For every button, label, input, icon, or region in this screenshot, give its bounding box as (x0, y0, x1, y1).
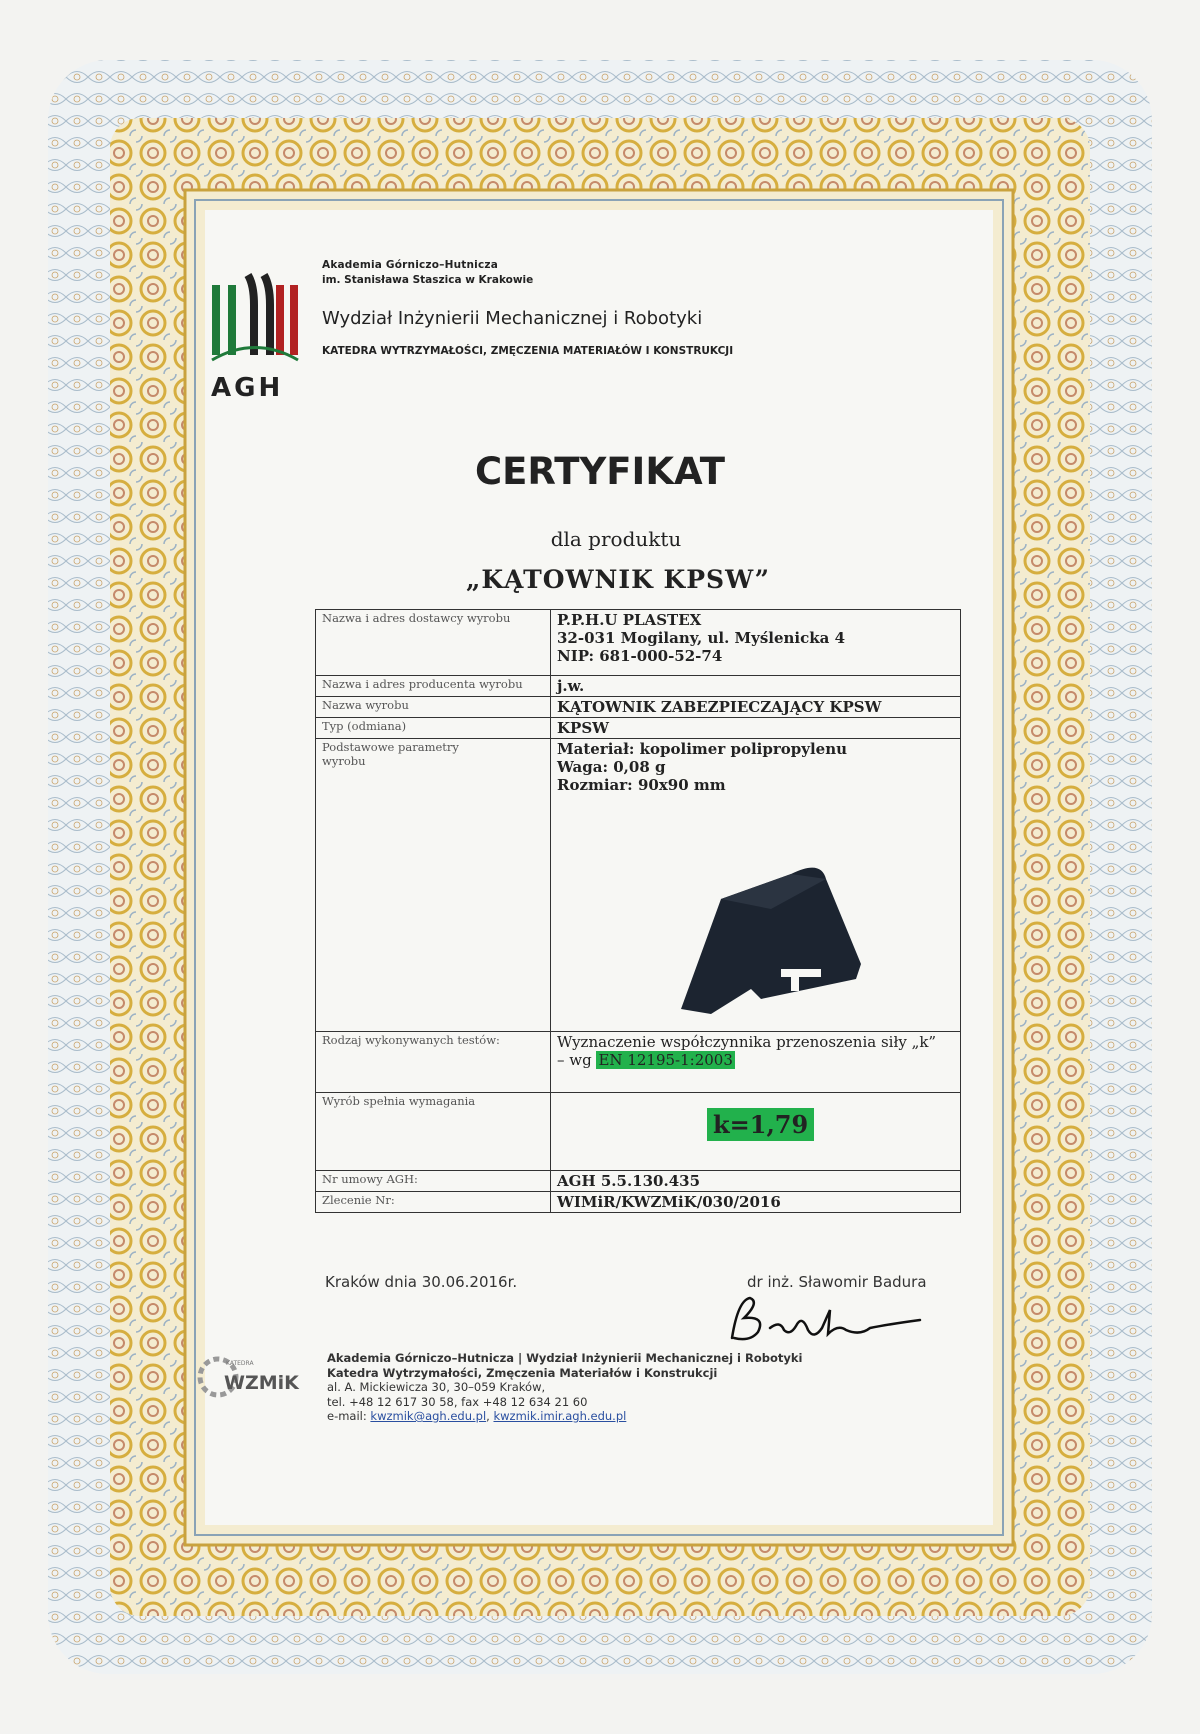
agh-logo-text: AGH (211, 373, 284, 403)
footer-email-prefix: e-mail: (327, 1409, 371, 1423)
param-material: Materiał: kopolimer polipropylenu (557, 740, 848, 758)
table-row (316, 697, 961, 718)
producer-label: Nazwa i adres producenta wyrobu (316, 676, 551, 697)
signer-name: dr inż. Sławomir Badura (747, 1273, 927, 1291)
type-label: Typ (odmiana) (316, 718, 551, 739)
footer-line2: Katedra Wytrzymałości, Zmęczenia Materiałów i Konstrukcji (327, 1365, 718, 1380)
table-row (316, 718, 961, 739)
supplier-name: P.P.H.U PLASTEX (557, 611, 702, 629)
institution-name-line2: im. Stanisława Staszica w Krakowie (322, 274, 534, 286)
params-label-line2: wyrobu (322, 754, 366, 768)
handwritten-signature (720, 1290, 930, 1350)
supplier-value (551, 610, 961, 676)
footer-email-link[interactable]: kwzmik@agh.edu.pl (370, 1409, 487, 1423)
name-value: KĄTOWNIK ZABEZPIECZAJĄCY KPSW (551, 697, 961, 718)
faculty-name: Wydział Inżynierii Mechanicznej i Robotyki (322, 308, 703, 329)
table-row (316, 610, 961, 676)
order-label: Zlecenie Nr: (316, 1192, 551, 1213)
certificate-subtitle: dla produktu (550, 527, 682, 551)
footer-separator: , (486, 1409, 494, 1423)
supplier-label: Nazwa i adres dostawcy wyrobu (316, 610, 551, 676)
order-value: WIMiR/KWZMiK/030/2016 (551, 1192, 961, 1213)
params-value (551, 739, 961, 1032)
tests-prefix: – wg (557, 1051, 597, 1069)
product-photo-icon (651, 839, 871, 1019)
params-label-line1: Podstawowe parametry (322, 740, 459, 754)
table-row (316, 1171, 961, 1192)
footer-address (327, 1351, 802, 1424)
footer-line1: Akademia Górniczo–Hutnicza | Wydział Inżynierii Mechanicznej i Robotyki (327, 1351, 803, 1365)
footer-website-link[interactable]: kwzmik.imir.agh.edu.pl (493, 1409, 627, 1423)
table-row (316, 739, 961, 1032)
params-label (316, 739, 551, 1032)
param-weight: Waga: 0,08 g (557, 758, 666, 776)
table-row (316, 1032, 961, 1093)
tests-standard: EN 12195-1:2003 (598, 1051, 733, 1069)
requirements-value: k=1,79 (707, 1108, 814, 1141)
tests-description: Wyznaczenie współczynnika przenoszenia siły „k” (557, 1033, 937, 1051)
wzmik-logo-icon (196, 1353, 306, 1403)
table-row (316, 1192, 961, 1213)
certificate-title: CERTYFIKAT (474, 450, 725, 493)
type-value: KPSW (551, 718, 961, 739)
table-row (316, 676, 961, 697)
wzmik-logo-small: KATEDRA (226, 1360, 254, 1367)
certificate-table (315, 609, 961, 1213)
agreement-label: Nr umowy AGH: (316, 1171, 551, 1192)
wzmik-logo-text: WZMiK (224, 1372, 299, 1394)
tests-value (551, 1032, 961, 1093)
name-label: Nazwa wyrobu (316, 697, 551, 718)
supplier-nip: NIP: 681-000-52-74 (557, 647, 723, 665)
requirements-value-cell (551, 1093, 961, 1171)
footer-line3: al. A. Mickiewicza 30, 30–059 Kraków, (327, 1380, 546, 1394)
department-name: KATEDRA WYTRZYMAŁOŚCI, ZMĘCZENIA MATERIAŁÓW I KONSTRUKCJI (322, 345, 734, 357)
producer-value: j.w. (551, 676, 961, 697)
place-date: Kraków dnia 30.06.2016r. (325, 1273, 518, 1291)
param-size: Rozmiar: 90x90 mm (557, 776, 726, 794)
requirements-label: Wyrób spełnia wymagania (316, 1093, 551, 1171)
agreement-value: AGH 5.5.130.435 (551, 1171, 961, 1192)
footer-line4: tel. +48 12 617 30 58, fax +48 12 634 21 60 (327, 1394, 588, 1409)
table-row (316, 1093, 961, 1171)
tests-label: Rodzaj wykonywanych testów: (316, 1032, 551, 1093)
supplier-address: 32-031 Mogilany, ul. Myślenicka 4 (557, 629, 846, 647)
product-name: „KĄTOWNIK KPSW” (465, 565, 771, 594)
institution-name: Akademia Górniczo–Hutnicza (322, 259, 498, 271)
